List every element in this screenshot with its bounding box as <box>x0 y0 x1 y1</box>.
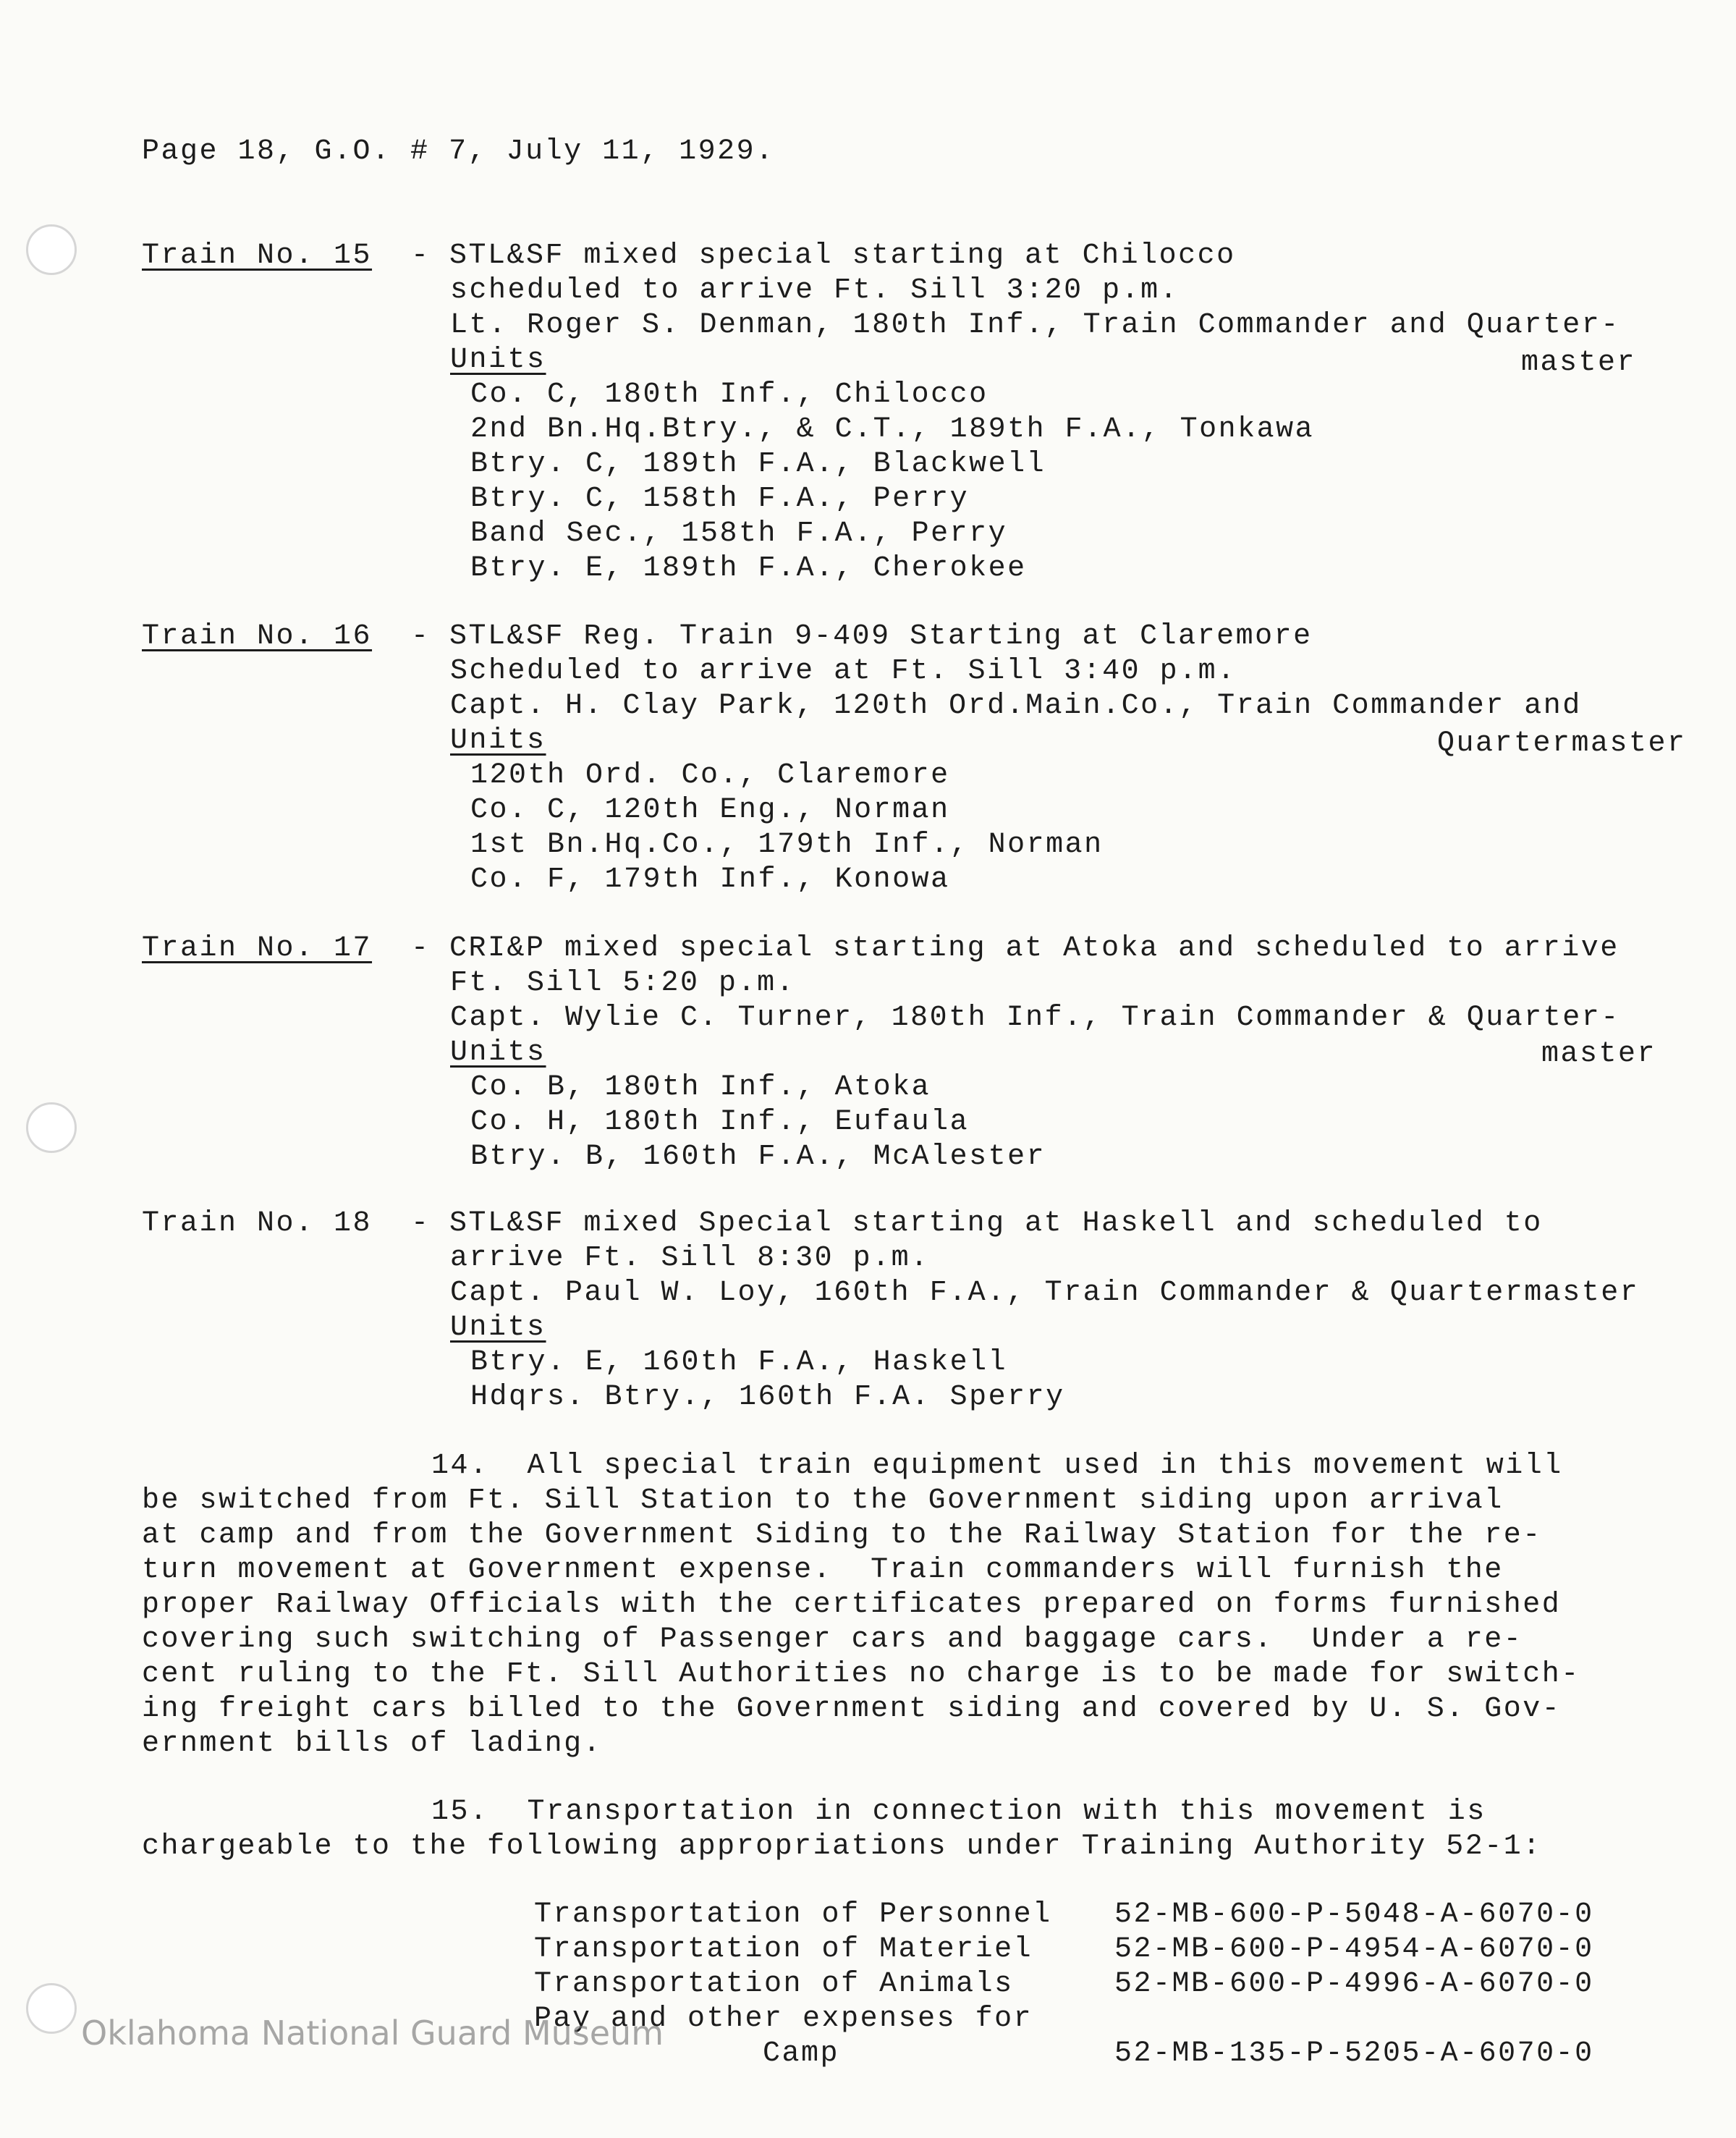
punch-hole-bottom <box>26 1983 77 2034</box>
train-15-unit: Btry. E, 189th F.A., Cherokee <box>470 552 1027 585</box>
train-16-unit: 1st Bn.Hq.Co., 179th Inf., Norman <box>470 829 1104 861</box>
paragraph-14-line: covering such switching of Passenger cars and baggage cars. Under a re- <box>142 1623 1523 1656</box>
appropriation-item-cont: Camp <box>763 2037 840 2070</box>
train-17-unit: Co. H, 180th Inf., Eufaula <box>470 1106 970 1138</box>
appropriation-item: Transportation of Materiel <box>534 1933 1033 1966</box>
paragraph-15-line: 15. Transportation in connection with this movement is <box>431 1796 1486 1828</box>
train-18-unit: Hdqrs. Btry., 160th F.A. Sperry <box>470 1381 1065 1414</box>
train-17-route: - CRI&P mixed special starting at Atoka and scheduled to arrive <box>411 932 1619 965</box>
train-18-units-label: Units <box>450 1311 546 1344</box>
train-17-unit: Btry. B, 160th F.A., McAlester <box>470 1141 1046 1173</box>
paragraph-14-line: be switched from Ft. Sill Station to the Government siding upon arrival <box>142 1484 1504 1517</box>
punch-hole-middle <box>26 1102 77 1153</box>
train-16-unit: 120th Ord. Co., Claremore <box>470 759 950 792</box>
appropriation-item: Transportation of Animals <box>534 1968 1014 2000</box>
appropriation-code: 52-MB-135-P-5205-A-6070-0 <box>1114 2037 1594 2070</box>
train-17-units-label: Units <box>450 1036 546 1069</box>
paragraph-14-line: ing freight cars billed to the Government siding and covered by U. S. Gov- <box>142 1693 1562 1725</box>
museum-watermark: Oklahoma National Guard Museum <box>81 2014 664 2053</box>
train-16-schedule: Scheduled to arrive at Ft. Sill 3:40 p.m. <box>450 655 1237 688</box>
appropriation-code: 52-MB-600-P-4954-A-6070-0 <box>1114 1933 1594 1966</box>
appropriation-item: Transportation of Personnel <box>534 1898 1052 1931</box>
paragraph-14-line: 14. All special train equipment used in this movement will <box>431 1450 1563 1482</box>
train-17-commander: Capt. Wylie C. Turner, 180th Inf., Train Commander & Quarter- <box>450 1002 1620 1034</box>
train-15-unit: Co. C, 180th Inf., Chilocco <box>470 379 988 411</box>
train-17-label: Train No. 17 <box>142 932 373 965</box>
train-16-units-label: Units <box>450 724 546 757</box>
train-16-commander: Capt. H. Clay Park, 120th Ord.Main.Co., Train Commander and <box>450 690 1582 722</box>
train-18-label: Train No. 18 <box>142 1207 373 1240</box>
train-15-unit: Btry. C, 189th F.A., Blackwell <box>470 448 1046 481</box>
train-15-unit: Band Sec., 158th F.A., Perry <box>470 517 1008 550</box>
train-18-route: - STL&SF mixed Special starting at Haskell and scheduled to <box>411 1207 1543 1240</box>
appropriation-item: Pay and other expenses for <box>534 2003 1033 2035</box>
train-18-schedule: arrive Ft. Sill 8:30 p.m. <box>450 1242 930 1275</box>
train-15-route: - STL&SF mixed special starting at Chilocco <box>411 240 1236 272</box>
appropriation-code: 52-MB-600-P-5048-A-6070-0 <box>1114 1898 1594 1931</box>
train-17-unit: Co. B, 180th Inf., Atoka <box>470 1071 931 1104</box>
train-16-route: - STL&SF Reg. Train 9-409 Starting at Claremore <box>411 620 1313 653</box>
paragraph-14-line: ernment bills of lading. <box>142 1728 603 1760</box>
train-17-commander-cont: master <box>1541 1038 1657 1070</box>
train-16-label: Train No. 16 <box>142 620 373 653</box>
paragraph-14-line: at camp and from the Government Siding to the Railway Station for the re- <box>142 1519 1542 1552</box>
train-16-commander-cont: Quartermaster <box>1437 727 1687 760</box>
page-header: Page 18, G.O. # 7, July 11, 1929. <box>142 135 775 168</box>
train-15-commander-cont: master <box>1521 347 1637 379</box>
appropriation-code: 52-MB-600-P-4996-A-6070-0 <box>1114 1968 1594 2000</box>
paragraph-14-line: cent ruling to the Ft. Sill Authorities no charge is to be made for switch- <box>142 1658 1580 1691</box>
train-15-commander: Lt. Roger S. Denman, 180th Inf., Train Commander and Quarter- <box>450 309 1620 342</box>
train-16-unit: Co. F, 179th Inf., Konowa <box>470 863 950 896</box>
train-15-schedule: scheduled to arrive Ft. Sill 3:20 p.m. <box>450 274 1180 307</box>
paragraph-14-line: turn movement at Government expense. Train commanders will furnish the <box>142 1554 1504 1586</box>
train-18-commander: Capt. Paul W. Loy, 160th F.A., Train Commander & Quartermaster <box>450 1277 1640 1309</box>
punch-hole-top <box>26 224 77 275</box>
train-15-unit: 2nd Bn.Hq.Btry., & C.T., 189th F.A., Tonkawa <box>470 413 1315 446</box>
paragraph-15-line: chargeable to the following appropriations under Training Authority 52-1: <box>142 1830 1542 1863</box>
paragraph-14-line: proper Railway Officials with the certificates prepared on forms furnished <box>142 1589 1562 1621</box>
train-18-unit: Btry. E, 160th F.A., Haskell <box>470 1346 1008 1379</box>
train-15-label: Train No. 15 <box>142 240 373 272</box>
train-16-unit: Co. C, 120th Eng., Norman <box>470 794 950 827</box>
train-15-unit: Btry. C, 158th F.A., Perry <box>470 483 970 515</box>
train-17-schedule: Ft. Sill 5:20 p.m. <box>450 967 796 1000</box>
train-15-units-label: Units <box>450 344 546 376</box>
